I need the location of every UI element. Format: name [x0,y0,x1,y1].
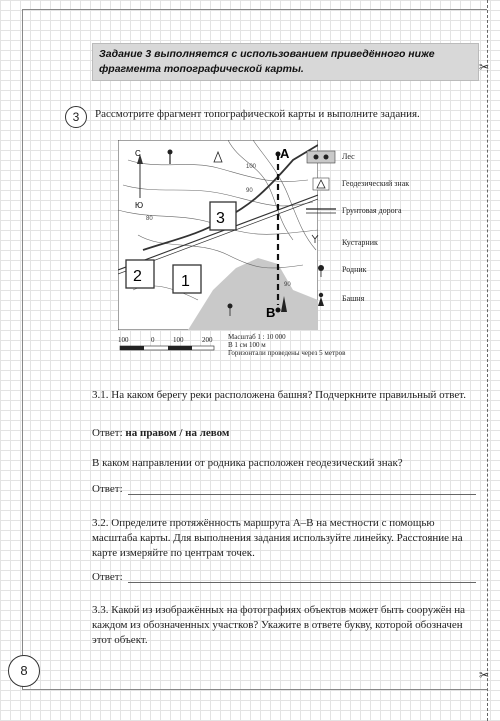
north-label: С [135,149,141,158]
left-frame-line [22,9,23,689]
spring-marker [228,304,233,309]
scale-tick: 200 [202,336,213,344]
point-b-marker [276,308,281,313]
answer-3-1 [92,427,229,439]
contour-label: 80 [146,216,153,222]
answer-line[interactable] [128,494,476,495]
page-number: 8 [8,655,40,687]
south-label: Ю [135,201,144,210]
task-intro: Рассмотрите фрагмент топографической карты и выполните задания. [95,108,420,120]
scale-bar [118,345,218,355]
legend-label: Геодезический знак [342,179,410,188]
header-note: Задание 3 выполняется с использованием приведённого ниже фрагмента топографической карты. [92,43,479,81]
tower-icon [306,292,336,306]
contour-label: 90 [284,282,291,288]
question-3-2: 3.2. Определите протяжённость маршрута А–В на местности с помощью масштаба карты. Для выполнения задания используйте линейку. Расстояние на карте измеряйте по центрам точек. [92,517,463,559]
question-3-1: 3.1. На каком берегу реки расположена башня? Подчеркните правильный ответ. [92,389,466,401]
answer-line[interactable] [128,582,476,583]
scissors-icon: ✂ [479,60,490,74]
point-a-label: А [280,146,290,161]
shrub-icon [306,232,336,246]
question-3-3: 3.3. Какой из изображённых на фотографиях объектов может быть сооружён на каждом из обозначенных участков? Укажите в ответе букву, которой обозначен этот объект. [92,604,465,646]
geodetic-mark-icon [306,177,336,191]
scale-title: Масштаб 1 : 10 000 [228,333,286,341]
answer-options[interactable]: на правом / на левом [125,427,230,439]
answer-prefix: Ответ: [92,427,123,439]
scale-tick: 0 [151,336,155,344]
spring-icon [306,263,336,277]
legend-label: Кустарник [342,238,378,247]
task-number-badge: 3 [65,106,87,128]
cut-line [487,0,488,721]
legend-label: Лес [342,152,355,161]
question-3-1-followup: В каком направлении от родника расположен геодезический знак? [92,457,403,469]
scissors-icon: ✂ [479,668,490,682]
point-b-label: В [266,305,276,320]
map-legend [306,150,416,310]
scale-tick: 100 [118,336,129,344]
top-frame-line [22,9,487,10]
scale-per-cm: В 1 см 100 м [228,341,266,349]
scale-tick: 100 [173,336,184,344]
answer-label: Ответ: [92,571,123,583]
plot-1-label: 1 [181,273,190,290]
answer-label: Ответ: [92,483,123,495]
contour-label: 100 [246,164,257,170]
forest-icon [306,150,336,164]
plot-2-label: 2 [133,268,142,285]
legend-label: Родник [342,265,367,274]
contour-label: 90 [246,188,253,194]
dirt-road-icon [306,204,336,218]
legend-label: Башня [342,294,365,303]
legend-label: Грунтовая дорога [342,206,402,215]
bottom-frame-line [22,689,487,690]
plot-3-label: 3 [216,210,225,227]
scale-contours: Горизонтали проведены через 5 метров [228,349,346,357]
topographic-map [118,140,318,330]
